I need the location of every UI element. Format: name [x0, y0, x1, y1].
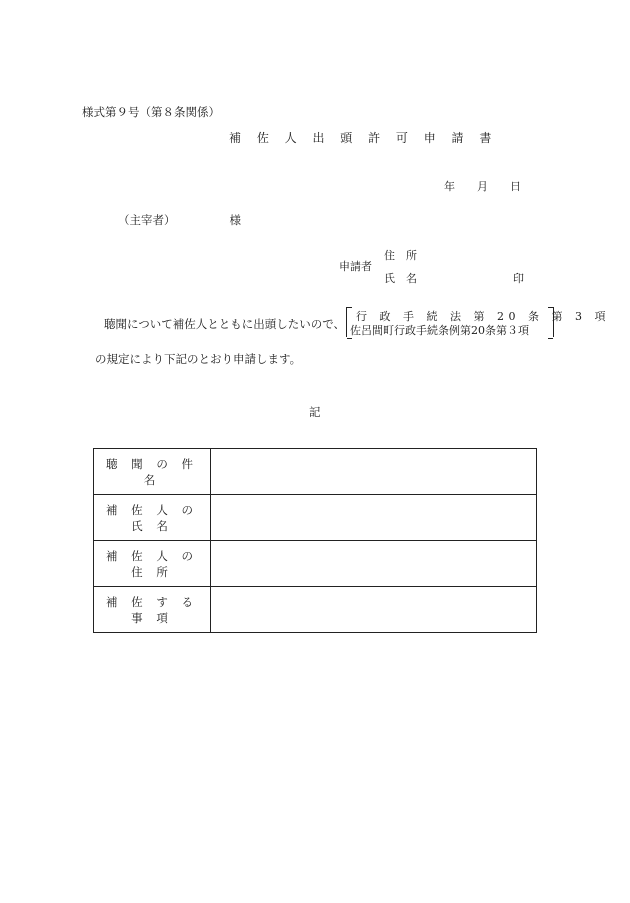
ki-heading: 記 [309, 405, 321, 419]
applicant-address-label: 住 所 [384, 249, 417, 262]
date-month: 月 [477, 180, 488, 193]
hearing-subject-field[interactable] [211, 449, 537, 495]
table-row [94, 495, 537, 541]
table-row [94, 587, 537, 633]
assistant-name-field[interactable] [211, 495, 537, 541]
row-label-assistant-address: 補 佐 人 の 住 所 [94, 541, 211, 587]
document-title: 補 佐 人 出 頭 許 可 申 請 書 [229, 131, 498, 145]
addressee-name: （主宰者） [118, 213, 176, 227]
addressee-line [118, 212, 241, 228]
addressee-honorific: 様 [229, 213, 241, 227]
assistant-address-field[interactable] [211, 541, 537, 587]
date-day: 日 [510, 180, 521, 193]
table-row [94, 449, 537, 495]
row-label-hearing-subject: 聴 聞 の 件 名 [94, 449, 211, 495]
date-year: 年 [444, 180, 455, 193]
law-option-ordinance: 佐呂間町行政手続条例第20条第３項 [350, 324, 529, 337]
row-label-assistance-matters: 補 佐 す る 事 項 [94, 587, 211, 633]
body-text-line2: の規定により下記のとおり申請します。 [95, 352, 302, 366]
date-line [444, 178, 521, 194]
law-option-act: 行 政 手 続 法 第 20 条 第 3 項 [356, 310, 610, 323]
table-row [94, 541, 537, 587]
row-label-assistant-name: 補 佐 人 の 氏 名 [94, 495, 211, 541]
seal-mark: 印 [513, 272, 524, 285]
applicant-label: 申請者 [339, 260, 372, 273]
applicant-name-label: 氏 名 [384, 272, 417, 285]
body-text-line1: 聴聞について補佐人とともに出頭したいので、 [104, 317, 346, 331]
assistance-matters-field[interactable] [211, 587, 537, 633]
application-table [93, 448, 537, 633]
form-number: 様式第９号（第８条関係） [82, 105, 220, 119]
